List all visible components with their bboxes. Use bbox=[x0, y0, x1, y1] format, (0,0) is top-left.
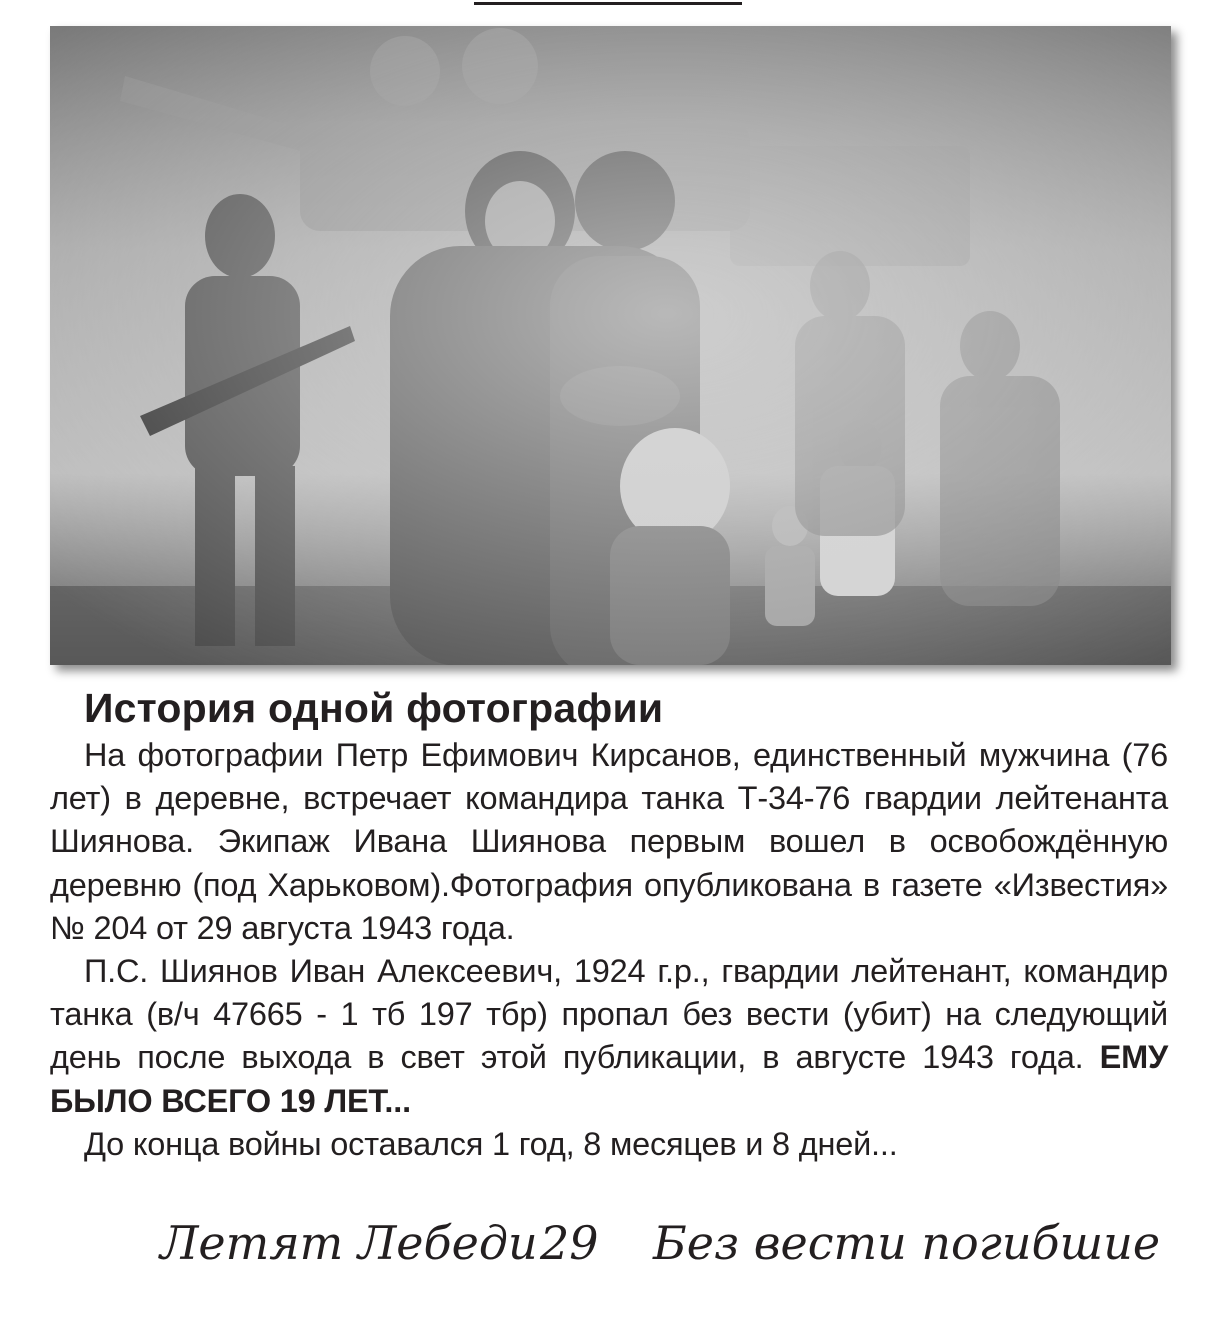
page-footer bbox=[0, 1206, 1226, 1286]
paragraph-2 bbox=[50, 950, 1168, 1123]
footer-section-title: Без вести погибшие bbox=[653, 1216, 1161, 1270]
wartime-photograph-image bbox=[50, 26, 1171, 665]
paragraph-2-text: П.С. Шиянов Иван Алексеевич, 1924 г.р., гвардии лейтенант, командир танка (в/ч 47665 - 1 тб 197 тбр) пропал без вести (убит) на следующий день после выхода в свет этой публикации, в августе 1943 года. bbox=[50, 953, 1168, 1076]
top-rule bbox=[474, 2, 742, 5]
article bbox=[50, 682, 1168, 1166]
page-number: 29 bbox=[540, 1216, 599, 1270]
article-title: История одной фотографии bbox=[84, 685, 664, 731]
paragraph-3: До конца войны оставался 1 год, 8 месяцев и 8 дней... bbox=[84, 1125, 898, 1162]
paragraph-2-emphasis: ЕМУ БЫЛО ВСЕГО 19 ЛЕТ... bbox=[50, 1039, 1168, 1119]
photograph bbox=[50, 26, 1171, 665]
footer-book-title: Летят Лебеди bbox=[160, 1216, 538, 1270]
paragraph-1: На фотографии Петр Ефимович Кирсанов, единственный мужчина (76 лет) в деревне, встречает командира танка Т-34-76 гвардии лейтенанта Шиянова. Экипаж Ивана Шиянова первым вошел в освобождённую деревню (под Харьковом).Фотография опубликована в газете «Известия» № 204 от 29 августа 1943 года. bbox=[50, 737, 1168, 946]
